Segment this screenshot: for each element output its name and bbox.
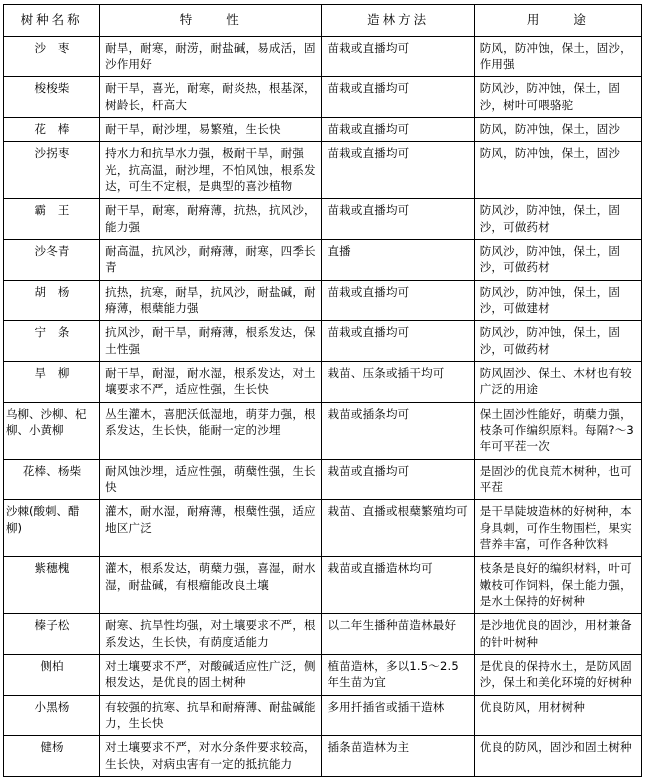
table-row: [4, 402, 642, 459]
table-header-row: [4, 5, 642, 37]
cell-traits: 耐干旱，耐寒，耐瘠薄，抗热，抗风沙，能力强: [100, 199, 322, 240]
table-row: [4, 614, 642, 655]
table-row: [4, 695, 642, 736]
cell-afforestation-method: 苗栽或直播均可: [322, 142, 474, 199]
cell-species-name: 沙拐枣: [4, 142, 100, 199]
cell-species-name: 霸 王: [4, 199, 100, 240]
cell-traits: 耐风蚀沙埋，适应性强，萌蘖性强，生长快: [100, 459, 322, 500]
table-row: [4, 142, 642, 199]
cell-use: 防风，防冲蚀，保土，固沙，作用强: [474, 36, 641, 77]
cell-species-name: 胡 杨: [4, 280, 100, 321]
cell-species-name: 旱 柳: [4, 362, 100, 403]
cell-afforestation-method: 直播: [322, 240, 474, 281]
cell-species-name: 紫穗槐: [4, 557, 100, 614]
cell-afforestation-method: 栽苗或插条均可: [322, 402, 474, 459]
table-row: [4, 199, 642, 240]
cell-traits: 耐高温，抗风沙，耐瘠薄，耐寒，四季长青: [100, 240, 322, 281]
cell-traits: 丛生灌木，喜肥沃低湿地，萌芽力强，根系发达，生长快，能耐一定的沙埋: [100, 402, 322, 459]
table-row: [4, 36, 642, 77]
cell-species-name: 沙冬青: [4, 240, 100, 281]
table-row: [4, 654, 642, 695]
cell-traits: 耐寒、抗旱性均强，对土壤要求不严，根系发达，生长快，有荫度适能力: [100, 614, 322, 655]
cell-species-name: 小黑杨: [4, 695, 100, 736]
cell-species-name: 沙 枣: [4, 36, 100, 77]
cell-afforestation-method: 以二年生播种苗造林最好: [322, 614, 474, 655]
table-row: [4, 77, 642, 118]
cell-use: 是沙地优良的固沙，用材兼备的针叶树种: [474, 614, 641, 655]
table-row: [4, 321, 642, 362]
cell-traits: 抗风沙，耐干旱，耐瘠薄，根系发达，保土性强: [100, 321, 322, 362]
cell-traits: 对土壤要求不严，对酸碱适应性广泛，侧根发达，是优良的固土树种: [100, 654, 322, 695]
table-row: [4, 557, 642, 614]
cell-traits: 耐旱，耐寒，耐涝，耐盐碱，易成活，固沙作用好: [100, 36, 322, 77]
cell-use: 防风，防冲蚀，保土，固沙: [474, 142, 641, 199]
cell-traits: 有较强的抗寒、抗旱和耐瘠薄、耐盐碱能力，生长快: [100, 695, 322, 736]
cell-use: 优良的防风，固沙和固土树种: [474, 736, 641, 777]
cell-afforestation-method: 栽苗、直播或根蘖繁殖均可: [322, 500, 474, 557]
cell-use: 优良防风，用材树种: [474, 695, 641, 736]
cell-species-name: 沙棘(酸刺、醋柳): [4, 500, 100, 557]
cell-afforestation-method: 苗栽或直播均可: [322, 280, 474, 321]
cell-use: 保土固沙性能好，萌蘖力强，枝条可作编织原料。每隔?～3年可平茬一次: [474, 402, 641, 459]
table-row: [4, 280, 642, 321]
cell-afforestation-method: 苗栽或直播均可: [322, 199, 474, 240]
cell-use: 防风沙，防冲蚀，保土，固沙，可做药材: [474, 199, 641, 240]
cell-afforestation-method: 苗栽或直播均可: [322, 36, 474, 77]
cell-afforestation-method: 植苗造林，多以1.5～2.5年生苗为宜: [322, 654, 474, 695]
cell-use: 是干旱陡坡造林的好树种，本身具刺，可作生物围栏，果实营养丰富，可作各种饮料: [474, 500, 641, 557]
cell-traits: 持水力和抗旱水力强，极耐干旱，耐强光，抗高温，耐沙埋，不怕风蚀，根系发达，可生不定根，是典型的喜沙植物: [100, 142, 322, 199]
column-header-traits: 特 性: [100, 5, 322, 37]
cell-traits: 耐干旱，耐湿，耐水湿，根系发达，对土壤要求不严，适应性强，生长快: [100, 362, 322, 403]
table-row: [4, 118, 642, 142]
cell-use: 防风沙，防冲蚀，保土，固沙，可做建材: [474, 280, 641, 321]
table-row: [4, 240, 642, 281]
cell-species-name: 花棒、杨柴: [4, 459, 100, 500]
cell-traits: 抗热，抗寒，耐旱，抗风沙，耐盐碱，耐瘠薄，根蘖能力强: [100, 280, 322, 321]
cell-use: 是优良的保持水土，是防风固沙，保土和美化环境的好树种: [474, 654, 641, 695]
cell-species-name: 侧柏: [4, 654, 100, 695]
cell-afforestation-method: 苗栽或直播均可: [322, 321, 474, 362]
cell-species-name: 梭梭柴: [4, 77, 100, 118]
cell-afforestation-method: 苗栽或直播均可: [322, 77, 474, 118]
cell-use: 枝条是良好的编织材料，叶可嫩枝可作饲料，保土能力强，是水土保持的好树种: [474, 557, 641, 614]
cell-traits: 对土壤要求不严，对水分条件要求较高，生长快，对病虫害有一定的抵抗能力: [100, 736, 322, 777]
cell-species-name: 榛子松: [4, 614, 100, 655]
table-row: [4, 362, 642, 403]
table-row: [4, 459, 642, 500]
cell-afforestation-method: 栽苗或直播造林均可: [322, 557, 474, 614]
cell-use: 防风固沙、保土、木材也有较广泛的用途: [474, 362, 641, 403]
cell-species-name: 花 棒: [4, 118, 100, 142]
cell-traits: 灌木，耐水湿，耐瘠薄，根蘖性强，适应地区广泛: [100, 500, 322, 557]
table-row: [4, 736, 642, 777]
cell-species-name: 宁 条: [4, 321, 100, 362]
column-header-use: 用 途: [474, 5, 641, 37]
cell-traits: 灌木，根系发达，萌蘖力强，喜湿，耐水湿，耐盐碱，有根瘤能改良土壤: [100, 557, 322, 614]
table-body: [4, 36, 642, 776]
column-header-name: 树种名称: [4, 5, 100, 37]
cell-afforestation-method: 插条苗造林为主: [322, 736, 474, 777]
cell-traits: 耐干旱，耐沙埋，易繁殖，生长快: [100, 118, 322, 142]
cell-use: 防风沙，防冲蚀，保土，固沙，可做药材: [474, 321, 641, 362]
cell-afforestation-method: 多用扦插省或插干造林: [322, 695, 474, 736]
cell-species-name: 乌柳、沙柳、杞柳、小黄柳: [4, 402, 100, 459]
cell-use: 防风沙，防冲蚀，保土，固沙，可做药材: [474, 240, 641, 281]
cell-use: 防风，防冲蚀，保土，固沙: [474, 118, 641, 142]
column-header-method: 造林方法: [322, 5, 474, 37]
cell-use: 是固沙的优良荒木树种，也可平茬: [474, 459, 641, 500]
cell-afforestation-method: 栽苗、压条或插干均可: [322, 362, 474, 403]
cell-species-name: 健杨: [4, 736, 100, 777]
table-head: [4, 5, 642, 37]
cell-use: 防风沙，防冲蚀，保土，固沙，树叶可喂骆驼: [474, 77, 641, 118]
tree-species-table: [3, 4, 642, 777]
cell-afforestation-method: 苗栽或直播均可: [322, 118, 474, 142]
cell-afforestation-method: 栽苗或直播均可: [322, 459, 474, 500]
table-row: [4, 500, 642, 557]
cell-traits: 耐干旱，喜光，耐寒，耐炎热，根基深，树龄长，杆高大: [100, 77, 322, 118]
